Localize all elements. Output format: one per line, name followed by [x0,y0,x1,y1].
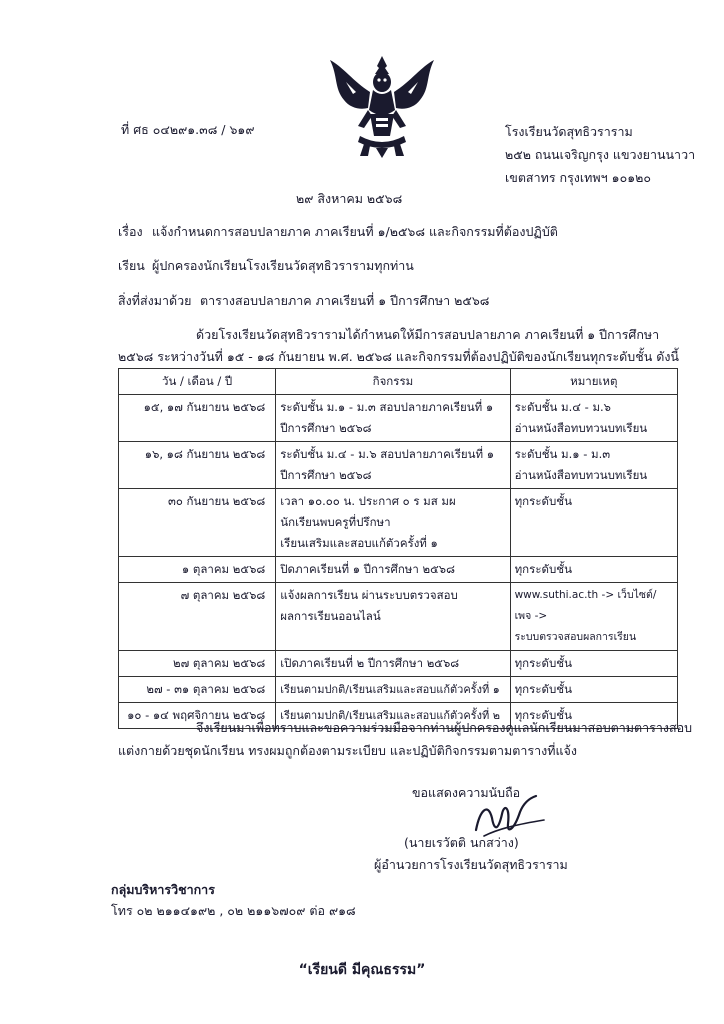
department-name: กลุ่มบริหารวิชาการ [111,882,215,897]
school-motto: “เรียนดี มีคุณธรรม” [298,962,426,978]
school-address-block [505,120,695,189]
row-date: ๑๕, ๑๗ กันยายน ๒๕๖๘ [119,395,276,442]
row-note-line: ระดับชั้น ม.๑ - ม.๓ [514,447,611,461]
row-activity-line: แจ้งผลการเรียน ผ่านระบบตรวจสอบ [280,588,458,602]
row-note-line: ระบบตรวจสอบผลการเรียน [514,631,637,643]
recipient-label: เรียน [118,258,145,273]
row-note-line: ทุกระดับชั้น [514,682,572,696]
recipient-text: ผู้ปกครองนักเรียนโรงเรียนวัดสุทธิวรารามทุกท่าน [152,258,414,273]
header-note: หมายเหตุ [510,369,677,395]
row-date: ๑ ตุลาคม ๒๕๖๘ [119,557,276,583]
intro-paragraph-line2: ๒๕๖๘ ระหว่างวันที่ ๑๕ - ๑๘ กันยายน พ.ศ. ๒๕๖๘ และกิจกรรมที่ต้องปฏิบัติของนักเรียนทุกระดับชั้น ดังนี้ [118,349,679,364]
header-date: วัน / เดือน / ปี [119,369,276,395]
phone-numbers: โทร ๐๒ ๒๑๑๔๑๙๒ , ๐๒ ๒๑๑๖๗๐๙ ต่อ ๙๑๘ [111,903,356,918]
table-row [119,442,678,489]
row-date: ๗ ตุลาคม ๒๕๖๘ [119,583,276,651]
row-note-line: อ่านหนังสือทบทวนบทเรียน [514,421,648,435]
garuda-emblem-icon [324,52,440,160]
row-activity-line: ระดับชั้น ม.๑ - ม.๓ สอบปลายภาคเรียนที่ ๑ [280,400,494,414]
row-activity-line: เรียนตามปกติ/เรียนเสริมและสอบแก้ตัวครั้งที่ ๑ [280,683,500,696]
row-activity-line: ระดับชั้น ม.๔ - ม.๖ สอบปลายภาคเรียนที่ ๑ [280,447,495,461]
table-row [119,395,678,442]
row-date: ๓๐ กันยายน ๒๕๖๘ [119,489,276,557]
row-note-line: ทุกระดับชั้น [514,708,572,722]
row-activity-line: ปิดภาคเรียนที่ ๑ ปีการศึกษา ๒๕๖๘ [280,562,455,576]
signer-title: ผู้อำนวยการโรงเรียนวัดสุทธิวราราม [374,857,568,872]
subject-label: เรื่อง [118,224,143,239]
row-activity-line: เวลา ๑๐.๐๐ น. ประกาศ ๐ ร มส มผ [280,494,456,508]
document-number: ที่ ศธ ๐๔๒๙๑.๓๘ / ๖๑๙ [121,122,255,137]
row-activity-line: ผลการเรียนออนไลน์ [280,609,381,623]
document-date: ๒๙ สิงหาคม ๒๕๖๘ [296,191,403,206]
subject-text: แจ้งกำหนดการสอบปลายภาค ภาคเรียนที่ ๑/๒๕๖๘ และกิจกรรมที่ต้องปฏิบัติ [152,224,558,239]
closing-paragraph-line2: แต่งกายด้วยชุดนักเรียน ทรงผมถูกต้องตามระเบียบ และปฏิบัติกิจกรรมตามตารางที่แจ้ง [118,743,577,758]
attachment-label: สิ่งที่ส่งมาด้วย [118,293,192,308]
table-row [119,651,678,677]
row-date: ๑๖, ๑๘ กันยายน ๒๕๖๘ [119,442,276,489]
table-row [119,557,678,583]
regards-text: ขอแสดงความนับถือ [412,785,521,800]
row-note-line: ระดับชั้น ม.๔ - ม.๖ [514,400,611,414]
row-activity-line: นักเรียนพบครูที่ปรึกษา [280,515,391,529]
row-activity-line: ปีการศึกษา ๒๕๖๘ [280,468,372,482]
table-header-row [119,369,678,395]
school-address-line1: ๒๕๒ ถนนเจริญกรุง แขวงยานนาวา [505,147,696,162]
row-activity-line: เรียนตามปกติ/เรียนเสริมและสอบแก้ตัวครั้งที่ ๒ [280,709,500,722]
row-date: ๑๐ - ๑๔ พฤศจิกายน ๒๕๖๘ [119,703,276,729]
school-address-line2: เขตสาทร กรุงเทพฯ ๑๐๑๒๐ [505,170,652,185]
row-activity-line: เรียนเสริมและสอบแก้ตัวครั้งที่ ๑ [280,536,438,550]
row-note-line: ทุกระดับชั้น [514,562,572,576]
table-row [119,677,678,703]
closing-paragraph-line1: จึงเรียนมาเพื่อทราบและขอความร่วมมือจากท่านผู้ปกครองดูแลนักเรียนมาสอบตามตารางสอบ [196,720,693,735]
row-date: ๒๗ ตุลาคม ๒๕๖๘ [119,651,276,677]
row-note-line: อ่านหนังสือทบทวนบทเรียน [514,468,648,482]
table-row [119,489,678,557]
signer-name: (นายเรวัตติ นกสว่าง) [404,835,519,850]
results-website-link[interactable]: www.suthi.ac.th -> เว็บไซต์/เพจ -> [514,589,657,622]
intro-paragraph-line1: ด้วยโรงเรียนวัดสุทธิวรารามได้กำหนดให้มีการสอบปลายภาค ภาคเรียนที่ ๑ ปีการศึกษา [196,327,660,342]
row-note-line: ทุกระดับชั้น [514,656,572,670]
row-activity-line: ปีการศึกษา ๒๕๖๘ [280,421,372,435]
schedule-table [118,368,678,729]
header-activity: กิจกรรม [276,369,510,395]
table-row [119,583,678,651]
attachment-text: ตารางสอบปลายภาค ภาคเรียนที่ ๑ ปีการศึกษา ๒๕๖๘ [200,293,490,308]
row-date: ๒๗ - ๓๑ ตุลาคม ๒๕๖๘ [119,677,276,703]
school-name: โรงเรียนวัดสุทธิวราราม [505,124,633,139]
row-activity-line: เปิดภาคเรียนที่ ๒ ปีการศึกษา ๒๕๖๘ [280,656,460,670]
row-note-line: ทุกระดับชั้น [514,494,572,508]
